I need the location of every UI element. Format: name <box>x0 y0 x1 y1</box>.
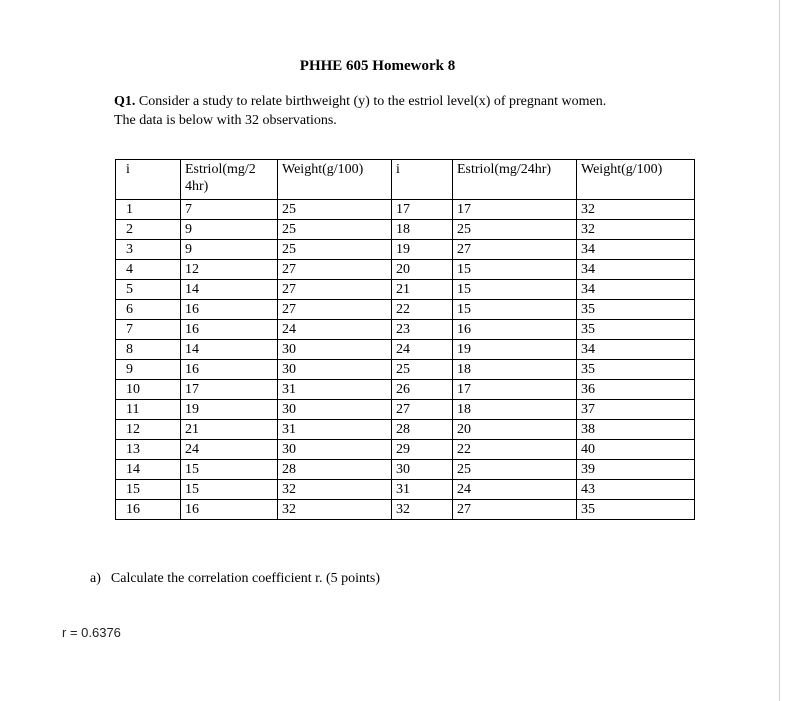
header-estriol-left <box>181 160 278 200</box>
cell-weight-right: 37 <box>577 400 695 420</box>
question-text: Consider a study to relate birthweight (y) to the estriol level(x) of pregnant women. <box>135 94 607 109</box>
cell-estriol-right: 17 <box>453 200 577 220</box>
cell-i-left: 16 <box>116 500 181 520</box>
cell-estriol-right: 16 <box>453 320 577 340</box>
cell-estriol-right: 25 <box>453 220 577 240</box>
cell-estriol-right: 17 <box>453 380 577 400</box>
cell-weight-right: 43 <box>577 480 695 500</box>
cell-i-left: 11 <box>116 400 181 420</box>
cell-i-left: 13 <box>116 440 181 460</box>
table-row <box>116 220 695 240</box>
table-row <box>116 440 695 460</box>
cell-weight-left: 27 <box>278 260 392 280</box>
cell-i-left: 2 <box>116 220 181 240</box>
cell-estriol-left: 24 <box>181 440 278 460</box>
cell-estriol-right: 24 <box>453 480 577 500</box>
cell-weight-left: 24 <box>278 320 392 340</box>
cell-i-right: 21 <box>392 280 453 300</box>
cell-i-left: 5 <box>116 280 181 300</box>
cell-estriol-right: 27 <box>453 500 577 520</box>
cell-weight-right: 38 <box>577 420 695 440</box>
cell-estriol-left: 16 <box>181 500 278 520</box>
table-row <box>116 400 695 420</box>
cell-weight-right: 34 <box>577 240 695 260</box>
cell-weight-left: 31 <box>278 420 392 440</box>
header-weight-right: Weight(g/100) <box>577 160 695 200</box>
cell-i-right: 26 <box>392 380 453 400</box>
cell-weight-right: 35 <box>577 320 695 340</box>
cell-estriol-left: 9 <box>181 240 278 260</box>
table-row <box>116 320 695 340</box>
table-row <box>116 500 695 520</box>
table-row <box>116 420 695 440</box>
cell-i-left: 14 <box>116 460 181 480</box>
cell-i-right: 18 <box>392 220 453 240</box>
table-row <box>116 460 695 480</box>
cell-weight-right: 34 <box>577 340 695 360</box>
question-block <box>114 92 714 130</box>
cell-i-right: 22 <box>392 300 453 320</box>
cell-estriol-left: 12 <box>181 260 278 280</box>
cell-estriol-right: 15 <box>453 260 577 280</box>
cell-estriol-right: 27 <box>453 240 577 260</box>
cell-estriol-right: 15 <box>453 280 577 300</box>
cell-estriol-left: 16 <box>181 360 278 380</box>
cell-estriol-left: 14 <box>181 340 278 360</box>
cell-i-left: 15 <box>116 480 181 500</box>
question-line-2: The data is below with 32 observations. <box>114 113 337 128</box>
cell-i-right: 23 <box>392 320 453 340</box>
cell-estriol-left: 17 <box>181 380 278 400</box>
part-a <box>90 571 380 587</box>
table-row <box>116 480 695 500</box>
table-row <box>116 360 695 380</box>
cell-weight-right: 34 <box>577 280 695 300</box>
cell-estriol-left: 19 <box>181 400 278 420</box>
cell-estriol-right: 25 <box>453 460 577 480</box>
cell-estriol-right: 18 <box>453 360 577 380</box>
cell-weight-left: 27 <box>278 300 392 320</box>
cell-weight-right: 35 <box>577 500 695 520</box>
cell-i-right: 17 <box>392 200 453 220</box>
header-weight-left: Weight(g/100) <box>278 160 392 200</box>
cell-i-right: 20 <box>392 260 453 280</box>
header-i-right: i <box>392 160 453 200</box>
cell-estriol-left: 21 <box>181 420 278 440</box>
cell-weight-left: 32 <box>278 500 392 520</box>
table-row <box>116 300 695 320</box>
cell-weight-right: 32 <box>577 220 695 240</box>
cell-i-left: 1 <box>116 200 181 220</box>
cell-weight-left: 32 <box>278 480 392 500</box>
table-body <box>116 160 695 520</box>
table-header-row <box>116 160 695 200</box>
cell-i-right: 28 <box>392 420 453 440</box>
cell-weight-left: 30 <box>278 340 392 360</box>
cell-weight-left: 25 <box>278 220 392 240</box>
cell-i-right: 25 <box>392 360 453 380</box>
cell-estriol-right: 19 <box>453 340 577 360</box>
header-estriol-left-line2: 4hr) <box>185 179 209 194</box>
cell-weight-left: 27 <box>278 280 392 300</box>
cell-weight-left: 30 <box>278 360 392 380</box>
cell-estriol-right: 20 <box>453 420 577 440</box>
cell-i-left: 9 <box>116 360 181 380</box>
cell-estriol-right: 15 <box>453 300 577 320</box>
table-row <box>116 380 695 400</box>
cell-weight-right: 40 <box>577 440 695 460</box>
part-a-label: a) <box>90 571 101 586</box>
cell-weight-right: 35 <box>577 360 695 380</box>
cell-estriol-left: 9 <box>181 220 278 240</box>
table-row <box>116 240 695 260</box>
question-line-1 <box>114 92 714 111</box>
header-i-left: i <box>116 160 181 200</box>
cell-estriol-right: 22 <box>453 440 577 460</box>
cell-i-left: 6 <box>116 300 181 320</box>
cell-weight-left: 25 <box>278 200 392 220</box>
data-table <box>115 159 695 520</box>
cell-estriol-right: 18 <box>453 400 577 420</box>
page-title: PHHE 605 Homework 8 <box>299 58 456 74</box>
table-row <box>116 200 695 220</box>
cell-i-left: 4 <box>116 260 181 280</box>
cell-estriol-left: 7 <box>181 200 278 220</box>
cell-weight-left: 30 <box>278 400 392 420</box>
cell-weight-right: 32 <box>577 200 695 220</box>
header-estriol-left-line1: Estriol(mg/2 <box>185 162 256 177</box>
cell-weight-left: 25 <box>278 240 392 260</box>
cell-i-right: 19 <box>392 240 453 260</box>
cell-weight-right: 39 <box>577 460 695 480</box>
cell-weight-left: 28 <box>278 460 392 480</box>
cell-weight-right: 34 <box>577 260 695 280</box>
page-edge <box>779 0 780 701</box>
cell-i-right: 31 <box>392 480 453 500</box>
cell-i-right: 30 <box>392 460 453 480</box>
cell-i-left: 10 <box>116 380 181 400</box>
cell-estriol-left: 16 <box>181 320 278 340</box>
cell-i-left: 3 <box>116 240 181 260</box>
cell-i-right: 24 <box>392 340 453 360</box>
cell-estriol-left: 15 <box>181 480 278 500</box>
cell-weight-left: 30 <box>278 440 392 460</box>
cell-estriol-left: 14 <box>181 280 278 300</box>
cell-weight-right: 35 <box>577 300 695 320</box>
header-estriol-right: Estriol(mg/24hr) <box>453 160 577 200</box>
cell-weight-right: 36 <box>577 380 695 400</box>
part-a-text: Calculate the correlation coefficient r. (5 points) <box>110 571 381 586</box>
table-row <box>116 340 695 360</box>
cell-i-right: 27 <box>392 400 453 420</box>
cell-estriol-left: 15 <box>181 460 278 480</box>
cell-i-left: 12 <box>116 420 181 440</box>
cell-i-right: 32 <box>392 500 453 520</box>
question-label: Q1. <box>114 94 136 109</box>
answer-text: r = 0.6376 <box>62 625 121 640</box>
cell-weight-left: 31 <box>278 380 392 400</box>
cell-i-left: 7 <box>116 320 181 340</box>
cell-i-right: 29 <box>392 440 453 460</box>
cell-i-left: 8 <box>116 340 181 360</box>
table-row <box>116 280 695 300</box>
cell-estriol-left: 16 <box>181 300 278 320</box>
table-row <box>116 260 695 280</box>
